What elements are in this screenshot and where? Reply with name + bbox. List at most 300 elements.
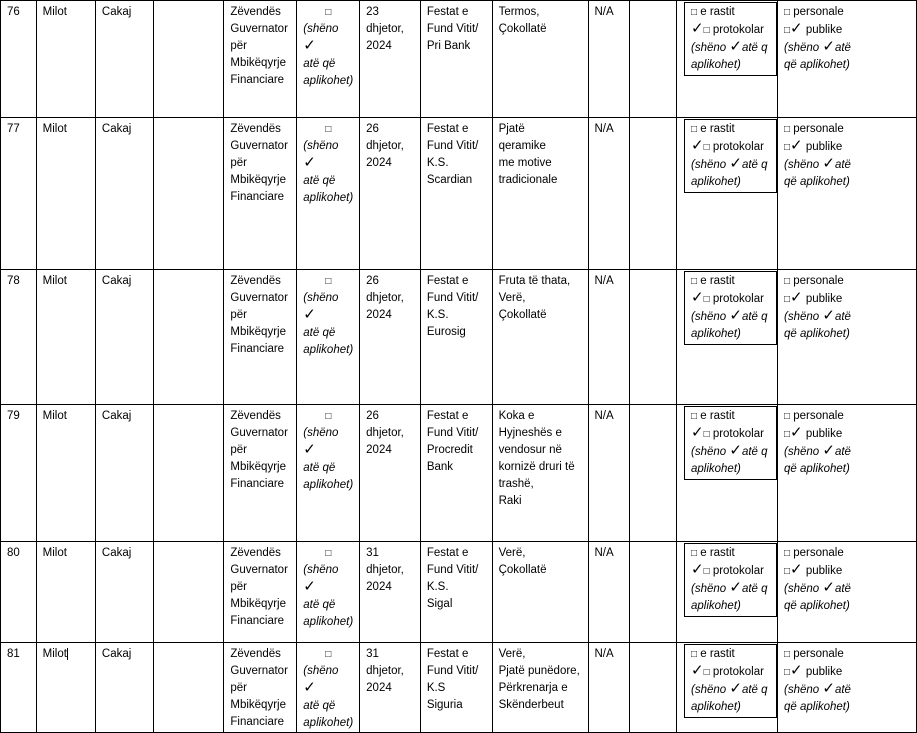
gift-line: Koka e (498, 410, 535, 422)
check-icon: ✓ (303, 153, 316, 171)
date-line: dhjetor, (366, 292, 404, 304)
date-line: dhjetor, (366, 665, 404, 677)
check-icon: ✓ (690, 560, 704, 578)
empty-cell (630, 1, 677, 118)
gift-type-box (684, 2, 777, 76)
mark-text: aplikohet) (690, 600, 741, 612)
mark-text: aplikohet) (303, 479, 354, 491)
checkbox-glyph: □ (703, 142, 710, 153)
official-mark-cell (297, 270, 360, 405)
position-line: për (230, 309, 247, 321)
empty-cell (630, 405, 677, 542)
check-icon: ✓ (729, 37, 742, 55)
mark-text: (shëno (303, 140, 339, 152)
mark-text: atë q (741, 446, 768, 458)
date-line: 31 (366, 648, 379, 660)
gift-line: Verë, (498, 648, 526, 660)
mark-text: që aplikohet) (783, 701, 850, 713)
position-line: Zëvendës (230, 547, 281, 559)
gift-line: Përkrenarja e (498, 682, 568, 694)
mark-text: (shëno (690, 583, 727, 595)
checkbox-glyph: □ (783, 276, 791, 287)
gift-line: kornizë druri të (498, 461, 575, 473)
gift-line: Hyjneshës e (498, 427, 562, 439)
position-line: për (230, 157, 247, 169)
occasion-line: Festat e (426, 275, 469, 287)
position-line: Guvernator (230, 140, 288, 152)
checkbox-glyph: □ (325, 276, 332, 287)
protokolar-label: protokolar (712, 293, 764, 305)
empty-cell (154, 405, 224, 542)
position-line: për (230, 444, 247, 456)
mark-text: (shëno (783, 583, 820, 595)
personale-label: personale (793, 648, 844, 660)
check-icon: ✓ (729, 578, 742, 596)
occasion-cell (420, 542, 492, 643)
mark-text: atë (834, 583, 851, 595)
gift-type-cell (676, 542, 777, 643)
checkbox-glyph: □ (690, 411, 698, 422)
date-line: dhjetor, (366, 140, 404, 152)
empty-cell (630, 643, 677, 733)
occasion-line: Sigal (426, 598, 453, 610)
mark-text: atë q (741, 42, 768, 54)
position-cell (224, 1, 297, 118)
position-line: Zëvendës (230, 275, 281, 287)
date-cell (360, 405, 421, 542)
position-line: Mbikëqyrje (230, 699, 286, 711)
checkbox-glyph: □ (783, 548, 791, 559)
mark-text: aplikohet) (690, 463, 741, 475)
mark-text: atë që (303, 462, 336, 474)
table-row (1, 405, 917, 542)
gift-type-cell (676, 405, 777, 542)
publike-label: publike (805, 293, 843, 305)
date-line: 26 (366, 410, 379, 422)
mark-text: atë q (741, 583, 768, 595)
occasion-line: K.S. (426, 309, 449, 321)
checkbox-glyph: □ (783, 649, 791, 660)
first-name: Milot (42, 275, 67, 287)
position-line: Guvernator (230, 665, 288, 677)
date-line: dhjetor, (366, 427, 404, 439)
check-icon: ✓ (790, 136, 803, 154)
position-line: Zëvendës (230, 6, 281, 18)
position-line: për (230, 581, 247, 593)
checkbox-glyph: □ (783, 429, 791, 440)
gift-cell (492, 405, 588, 542)
checkbox-glyph: □ (690, 548, 698, 559)
checkbox-glyph: □ (690, 649, 698, 660)
mark-text: që aplikohet) (783, 600, 850, 612)
mark-text: (shëno (690, 684, 727, 696)
gift-cell (492, 643, 588, 733)
gift-cell (492, 542, 588, 643)
occasion-line: Fund Vitit/ (426, 140, 479, 152)
checkbox-glyph: □ (690, 124, 698, 135)
position-cell (224, 643, 297, 733)
occasion-line: K.S. (426, 157, 449, 169)
publike-label: publike (805, 428, 843, 440)
occasion-line: Fund Vitit/ (426, 292, 479, 304)
value-cell: N/A (588, 118, 630, 270)
rastit-label: e rastit (700, 410, 735, 422)
gift-line: vendosur në (498, 444, 562, 456)
last-name-cell (95, 643, 153, 733)
mark-text: (shëno (303, 23, 339, 35)
gift-type-box (684, 271, 777, 345)
row-number: 77 (1, 118, 37, 270)
occasion-line: Festat e (426, 410, 469, 422)
check-icon: ✓ (303, 36, 316, 54)
gift-nature-cell (777, 542, 916, 643)
first-name-cell (36, 118, 95, 270)
date-line: 2024 (366, 444, 392, 456)
personale-label: personale (793, 123, 844, 135)
mark-text: (shëno (303, 427, 339, 439)
gift-cell (492, 1, 588, 118)
position-line: Mbikëqyrje (230, 174, 286, 186)
check-icon: ✓ (822, 154, 835, 172)
protokolar-label: protokolar (712, 24, 764, 36)
protokolar-label: protokolar (712, 141, 764, 153)
date-line: 31 (366, 547, 379, 559)
last-name-cell (95, 542, 153, 643)
empty-cell (630, 118, 677, 270)
first-name: Milot (42, 410, 67, 422)
gift-type-box (684, 406, 777, 480)
check-icon: ✓ (690, 19, 704, 37)
occasion-line: Procredit (426, 444, 473, 456)
publike-label: publike (805, 565, 843, 577)
first-name-cell (36, 405, 95, 542)
gift-nature-cell (777, 405, 916, 542)
position-line: Financiare (230, 716, 285, 728)
mark-text: që aplikohet) (783, 176, 850, 188)
gift-line: trashë, (498, 478, 534, 490)
position-line: Financiare (230, 343, 285, 355)
checkbox-glyph: □ (703, 25, 710, 36)
mark-text: atë që (303, 58, 336, 70)
check-icon: ✓ (729, 154, 742, 172)
last-name-cell (95, 270, 153, 405)
first-name-cell (36, 1, 95, 118)
check-icon: ✓ (303, 577, 316, 595)
check-icon: ✓ (729, 679, 742, 697)
mark-text: atë që (303, 175, 336, 187)
gift-nature-cell (777, 643, 916, 733)
check-icon: ✓ (303, 678, 316, 696)
mark-text: që aplikohet) (783, 59, 850, 71)
publike-label: publike (805, 141, 843, 153)
mark-text: (shëno (783, 159, 820, 171)
mark-text: atë (834, 159, 851, 171)
position-line: Financiare (230, 191, 285, 203)
checkbox-glyph: □ (690, 276, 698, 287)
gift-line: Çokollatë (498, 309, 547, 321)
rastit-label: e rastit (700, 547, 735, 559)
position-line: Mbikëqyrje (230, 57, 286, 69)
official-mark-cell (297, 118, 360, 270)
empty-cell (154, 270, 224, 405)
mark-text: (shëno (783, 311, 820, 323)
checkbox-glyph: □ (325, 548, 332, 559)
gift-type-cell (676, 1, 777, 118)
row-number: 78 (1, 270, 37, 405)
mark-text: aplikohet) (690, 176, 741, 188)
mark-text: (shëno (690, 159, 727, 171)
mark-text: (shëno (783, 42, 820, 54)
position-line: Zëvendës (230, 648, 281, 660)
mark-text: (shëno (303, 665, 339, 677)
position-line: Guvernator (230, 564, 288, 576)
check-icon: ✓ (690, 288, 704, 306)
mark-text: atë (834, 684, 851, 696)
personale-label: personale (793, 547, 844, 559)
last-name-cell (95, 405, 153, 542)
gift-type-box (684, 543, 777, 617)
occasion-line: Fund Vitit/ (426, 23, 479, 35)
mark-text: aplikohet) (690, 59, 741, 71)
checkbox-glyph: □ (783, 124, 791, 135)
mark-text: atë q (741, 311, 768, 323)
last-name-cell (95, 118, 153, 270)
last-name: Cakaj (101, 648, 132, 660)
occasion-line: K.S. (426, 581, 449, 593)
position-cell (224, 118, 297, 270)
position-cell (224, 542, 297, 643)
value-cell: N/A (588, 405, 630, 542)
date-cell (360, 542, 421, 643)
first-name: Milot (42, 6, 67, 18)
date-line: 23 (366, 6, 379, 18)
gift-type-cell (676, 643, 777, 733)
check-icon: ✓ (729, 441, 742, 459)
mark-text: atë që (303, 599, 336, 611)
last-name: Cakaj (101, 547, 132, 559)
value-cell: N/A (588, 270, 630, 405)
occasion-line: Fund Vitit/ (426, 564, 479, 576)
rastit-label: e rastit (700, 648, 735, 660)
gift-type-box (684, 644, 777, 718)
official-mark-cell (297, 643, 360, 733)
empty-cell (630, 270, 677, 405)
occasion-line: Scardian (426, 174, 473, 186)
occasion-cell (420, 643, 492, 733)
mark-text: atë q (741, 684, 768, 696)
check-icon: ✓ (303, 440, 316, 458)
date-line: 2024 (366, 581, 392, 593)
row-number: 76 (1, 1, 37, 118)
mark-text: (shëno (303, 292, 339, 304)
empty-cell (630, 542, 677, 643)
first-name: Milot (42, 547, 67, 559)
occasion-line: Pri Bank (426, 40, 471, 52)
gift-line: me motive (498, 157, 552, 169)
check-icon: ✓ (729, 306, 742, 324)
mark-text: që aplikohet) (783, 463, 850, 475)
protokolar-label: protokolar (712, 565, 764, 577)
position-line: për (230, 682, 247, 694)
mark-text: atë që (303, 700, 336, 712)
mark-text: aplikohet) (303, 616, 354, 628)
occasion-cell (420, 270, 492, 405)
protokolar-label: protokolar (712, 666, 764, 678)
gift-line: Fruta të thata, (498, 275, 571, 287)
gift-cell (492, 118, 588, 270)
gift-line: Skënderbeut (498, 699, 564, 711)
gift-nature-cell (777, 270, 916, 405)
official-mark-cell (297, 542, 360, 643)
rastit-label: e rastit (700, 275, 735, 287)
mark-text: aplikohet) (303, 717, 354, 729)
date-cell (360, 1, 421, 118)
occasion-line: Siguria (426, 699, 463, 711)
mark-text: atë (834, 311, 851, 323)
table-row (1, 118, 917, 270)
gift-type-cell (676, 270, 777, 405)
occasion-line: K.S (426, 682, 446, 694)
first-name-cell (36, 270, 95, 405)
occasion-line: Festat e (426, 123, 469, 135)
table-row (1, 270, 917, 405)
mark-text: aplikohet) (303, 192, 354, 204)
last-name-cell (95, 1, 153, 118)
table-row (1, 643, 917, 733)
position-line: Financiare (230, 74, 285, 86)
position-line: Mbikëqyrje (230, 326, 286, 338)
occasion-cell (420, 1, 492, 118)
occasion-line: Festat e (426, 6, 469, 18)
position-cell (224, 405, 297, 542)
check-icon: ✓ (822, 578, 835, 596)
empty-cell (154, 1, 224, 118)
publike-label: publike (805, 24, 843, 36)
checkbox-glyph: □ (703, 294, 710, 305)
table-row (1, 542, 917, 643)
check-icon: ✓ (822, 441, 835, 459)
checkbox-glyph: □ (325, 411, 332, 422)
gift-cell (492, 270, 588, 405)
date-line: 2024 (366, 40, 392, 52)
check-icon: ✓ (690, 136, 704, 154)
protokolar-label: protokolar (712, 428, 764, 440)
mark-text: që aplikohet) (783, 328, 850, 340)
gift-line: qeramike (498, 140, 546, 152)
checkbox-glyph: □ (783, 7, 791, 18)
date-cell (360, 118, 421, 270)
value-cell: N/A (588, 542, 630, 643)
occasion-line: Fund Vitit/ (426, 427, 479, 439)
gift-nature-cell (777, 1, 916, 118)
gift-line: Raki (498, 495, 522, 507)
occasion-line: Festat e (426, 648, 469, 660)
gift-type-cell (676, 118, 777, 270)
date-cell (360, 270, 421, 405)
checkbox-glyph: □ (783, 566, 791, 577)
gift-line: Çokollatë (498, 23, 547, 35)
first-name-cell (36, 643, 95, 733)
date-line: 26 (366, 275, 379, 287)
mark-text: (shëno (783, 446, 820, 458)
mark-text: atë që (303, 327, 336, 339)
checkbox-glyph: □ (325, 649, 332, 660)
check-icon: ✓ (822, 679, 835, 697)
position-line: Mbikëqyrje (230, 461, 286, 473)
checkbox-glyph: □ (703, 429, 710, 440)
empty-cell (154, 118, 224, 270)
gift-line: Termos, (498, 6, 540, 18)
mark-text: aplikohet) (690, 701, 741, 713)
position-line: Guvernator (230, 23, 288, 35)
first-name: Milot (42, 648, 67, 660)
date-line: 2024 (366, 309, 392, 321)
occasion-line: Bank (426, 461, 454, 473)
gift-line: Çokollatë (498, 564, 547, 576)
first-name: Milot (42, 123, 67, 135)
last-name: Cakaj (101, 410, 132, 422)
date-line: dhjetor, (366, 564, 404, 576)
mark-text: (shëno (303, 564, 339, 576)
gift-line: Pjatë (498, 123, 525, 135)
mark-text: (shëno (690, 42, 727, 54)
check-icon: ✓ (790, 288, 803, 306)
mark-text: aplikohet) (303, 344, 354, 356)
mark-text: atë q (741, 159, 768, 171)
row-number: 80 (1, 542, 37, 643)
gift-line: Verë, (498, 292, 526, 304)
rastit-label: e rastit (700, 123, 735, 135)
gift-type-box (684, 119, 777, 193)
publike-label: publike (805, 666, 843, 678)
position-cell (224, 270, 297, 405)
position-line: për (230, 40, 247, 52)
check-icon: ✓ (303, 305, 316, 323)
last-name: Cakaj (101, 6, 132, 18)
personale-label: personale (793, 6, 844, 18)
gift-line: Verë, (498, 547, 526, 559)
checkbox-glyph: □ (783, 411, 791, 422)
value-cell: N/A (588, 643, 630, 733)
occasion-line: Eurosig (426, 326, 466, 338)
personale-label: personale (793, 410, 844, 422)
check-icon: ✓ (822, 37, 835, 55)
check-icon: ✓ (790, 560, 803, 578)
position-line: Mbikëqyrje (230, 598, 286, 610)
mark-text: aplikohet) (690, 328, 741, 340)
occasion-line: Festat e (426, 547, 469, 559)
personale-label: personale (793, 275, 844, 287)
checkbox-glyph: □ (783, 142, 791, 153)
row-number: 81 (1, 643, 37, 733)
occasion-cell (420, 118, 492, 270)
check-icon: ✓ (790, 423, 803, 441)
checkbox-glyph: □ (783, 25, 791, 36)
date-line: 26 (366, 123, 379, 135)
checkbox-glyph: □ (703, 667, 710, 678)
mark-text: (shëno (783, 684, 820, 696)
date-line: 2024 (366, 157, 392, 169)
checkbox-glyph: □ (325, 124, 332, 135)
rastit-label: e rastit (700, 6, 735, 18)
mark-text: (shëno (690, 311, 727, 323)
checkbox-glyph: □ (325, 7, 332, 18)
empty-cell (154, 643, 224, 733)
position-line: Financiare (230, 478, 285, 490)
last-name: Cakaj (101, 275, 132, 287)
last-name: Cakaj (101, 123, 132, 135)
check-icon: ✓ (822, 306, 835, 324)
